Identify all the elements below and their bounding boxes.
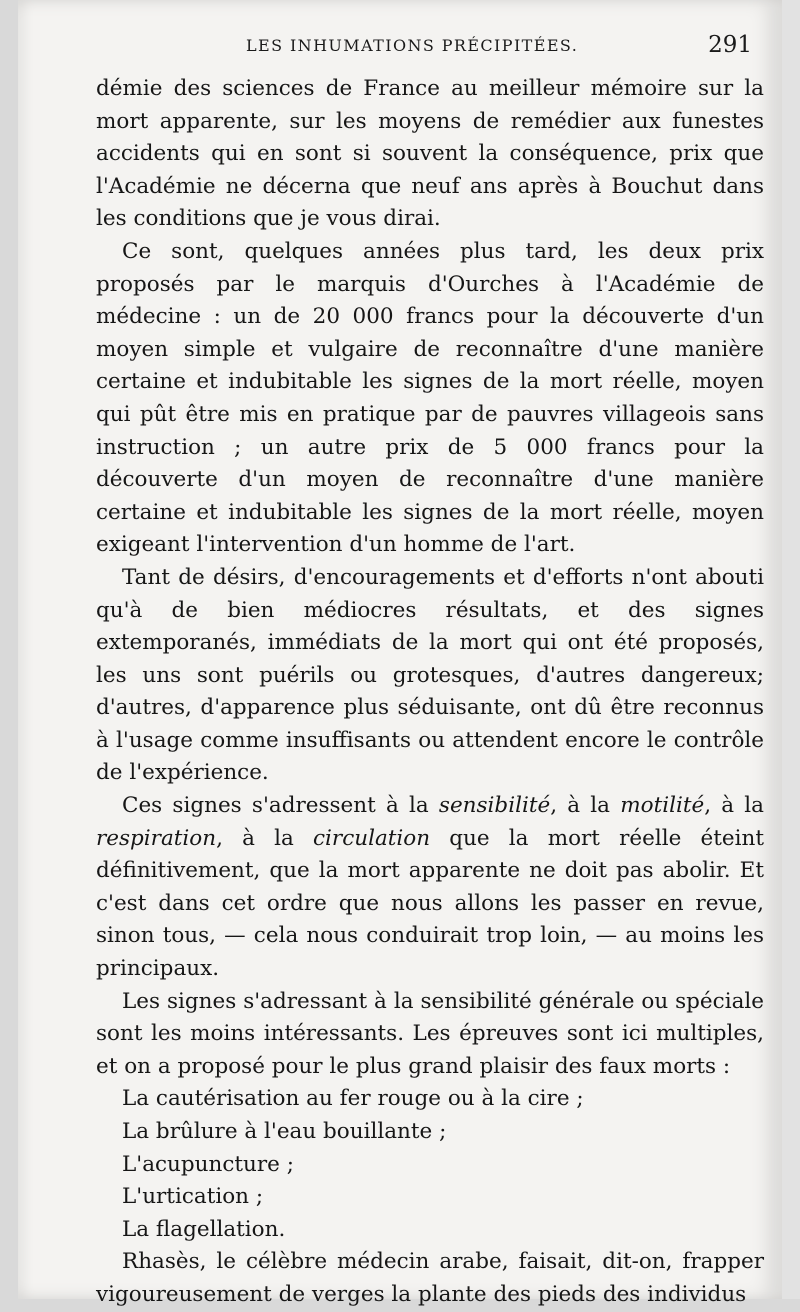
list-item: La brûlure à l'eau bouillante ; [122, 1119, 447, 1144]
text-run: Ces signes s'adressent à la [122, 793, 439, 819]
text-run: , à la [216, 825, 313, 851]
text-run: , à la [550, 793, 621, 819]
paragraph-sensibility: Les signes s'adressant à la sensibilité générale ou spéciale sont les moins intéressants. Les épreuves sont ici multiples, et on a proposé pour le plus grand plaisir des faux morts : [96, 988, 764, 1079]
emphasis-sensibilite: sensibilité [438, 793, 551, 819]
list-item: L'urtication ; [122, 1184, 264, 1210]
emphasis-respiration: respiration [96, 825, 217, 851]
page-header [18, 32, 782, 66]
emphasis-motilite: motilité [620, 793, 705, 819]
paragraph-rhases: Rhasès, le célèbre médecin arabe, faisait, dit-on, frapper vigoureusement de verges la plante des pieds des individus [96, 1249, 764, 1307]
paragraph-signs [96, 790, 764, 986]
text-run: que la mort réelle éteint définitivement, que la mort apparente ne doit pas abolir. Et c'est dans cet ordre que nous allons les passer en revue, sinon tous, — cela nous conduirait trop loin, — au moins les principaux. [96, 825, 764, 982]
list-item: La flagellation. [122, 1216, 286, 1242]
list-item: La cautérisation au fer rouge ou à la cire ; [122, 1086, 584, 1112]
page-number: 291 [708, 32, 752, 58]
page-edge [782, 0, 800, 1299]
emphasis-circulation: circulation [313, 825, 431, 851]
text-run: , à la [704, 793, 764, 819]
paragraph-results: Tant de désirs, d'encouragements et d'efforts n'ont abouti qu'à de bien médiocres résultats, et des signes extemporanés, immédiats de la mort qui ont été proposés, les uns sont puérils ou grotesques, d'autres dangereux; d'autres, d'apparence plus séduisante, ont dû être reconnus à l'usage comme insuffisants ou attendent encore le contrôle de l'expérience. [96, 564, 764, 786]
paragraph-prizes: Ce sont, quelques années plus tard, les deux prix proposés par le marquis d'Ourches à l'Académie de médecine : un de 20 000 francs pour la découverte d'un moyen simple et vulgaire de reconnaître d'une manière certaine et indubitable les signes de la mort réelle, moyen qui pût être mis en pratique par de pauvres villageois sans instruction ; un autre prix de 5 000 francs pour la découverte d'un moyen de reconnaître d'une manière certaine et indubitable les signes de la mort réelle, moyen exigeant l'intervention d'un homme de l'art. [96, 238, 764, 558]
list-item: L'acupuncture ; [122, 1151, 294, 1177]
page-body [96, 73, 764, 1312]
running-title: LES INHUMATIONS PRÉCIPITÉES. [246, 36, 579, 55]
paragraph-continued: démie des sciences de France au meilleur mémoire sur la mort apparente, sur les moyens de remédier aux funestes accidents qui en sont si souvent la conséquence, prix que l'Académie ne décerna que neuf ans après à Bouchut dans les conditions que je vous dirai. [96, 76, 764, 232]
book-page [18, 0, 782, 1307]
